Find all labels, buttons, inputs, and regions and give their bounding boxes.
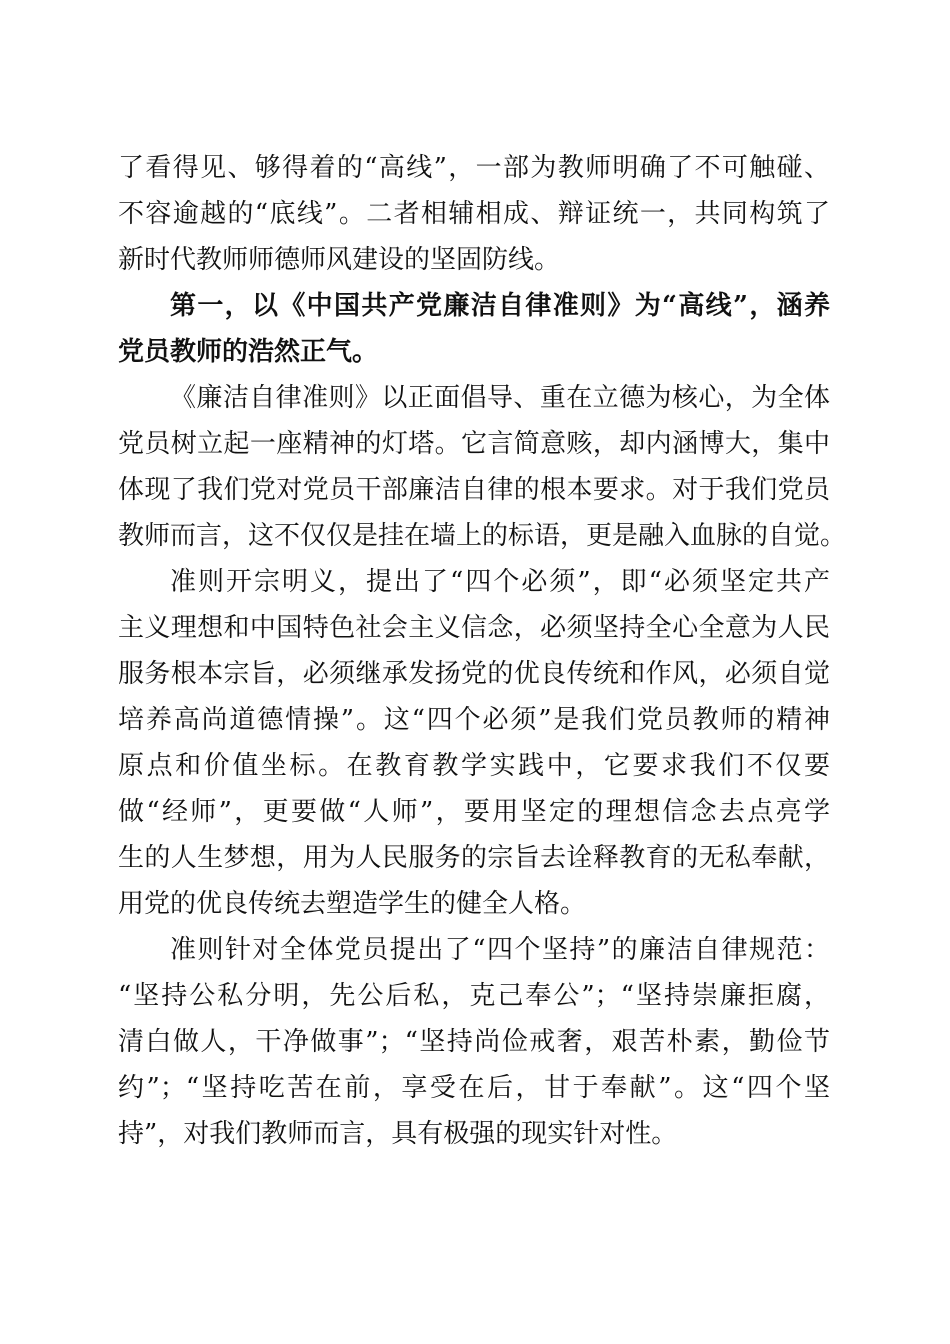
text-line: 体现了我们党对党员干部廉洁自律的根本要求。对于我们党员	[118, 475, 830, 505]
heading-line: 第一，以《中国共产党廉洁自律准则》为“高线”，涵养	[170, 291, 830, 321]
document-body	[118, 145, 847, 1157]
text-line: 准则针对全体党员提出了“四个坚持”的廉洁自律规范：	[170, 935, 830, 965]
text-line: 做“经师”，更要做“人师”，要用坚定的理想信念去点亮学	[118, 797, 830, 827]
text-line: 用党的优良传统去塑造学生的健全人格。	[118, 889, 587, 919]
text-line: 约”；“坚持吃苦在前，享受在后，甘于奉献”。这“四个坚	[118, 1073, 830, 1103]
paragraph-intro	[118, 145, 830, 283]
text-line: 不容逾越的“底线”。二者相辅相成、辩证统一，共同构筑了	[118, 199, 830, 229]
paragraph-standards-intro	[118, 375, 847, 559]
text-line: 服务根本宗旨，必须继承发扬党的优良传统和作风，必须自觉	[118, 659, 830, 689]
text-line: 持”，对我们教师而言，具有极强的现实针对性。	[118, 1119, 678, 1149]
paragraph-four-musts	[118, 559, 830, 927]
text-line: 党员树立起一座精神的灯塔。它言简意赅，却内涵博大，集中	[118, 429, 830, 459]
text-line: 主义理想和中国特色社会主义信念，必须坚持全心全意为人民	[118, 613, 830, 643]
text-line: 《廉洁自律准则》以正面倡导、重在立德为核心，为全体	[170, 383, 830, 413]
heading-line: 党员教师的浩然正气。	[118, 337, 379, 367]
paragraph-four-persistences	[118, 927, 830, 1157]
text-line: 培养高尚道德情操”。这“四个必须”是我们党员教师的精神	[118, 705, 830, 735]
text-line: “坚持公私分明，先公后私，克己奉公”；“坚持崇廉拒腐，	[118, 981, 830, 1011]
section-heading-first	[118, 283, 830, 375]
text-line: 准则开宗明义，提出了“四个必须”，即“必须坚定共产	[170, 567, 830, 597]
text-line: 教师而言，这不仅仅是挂在墙上的标语，更是融入血脉的自觉。	[118, 521, 847, 551]
text-line: 清白做人，干净做事”；“坚持尚俭戒奢，艰苦朴素，勤俭节	[118, 1027, 830, 1057]
text-line: 原点和价值坐标。在教育教学实践中，它要求我们不仅要	[118, 751, 830, 781]
text-line: 了看得见、够得着的“高线”，一部为教师明确了不可触碰、	[118, 153, 830, 183]
text-line: 新时代教师师德师风建设的坚固防线。	[118, 245, 561, 275]
text-line: 生的人生梦想，用为人民服务的宗旨去诠释教育的无私奉献，	[118, 843, 830, 873]
